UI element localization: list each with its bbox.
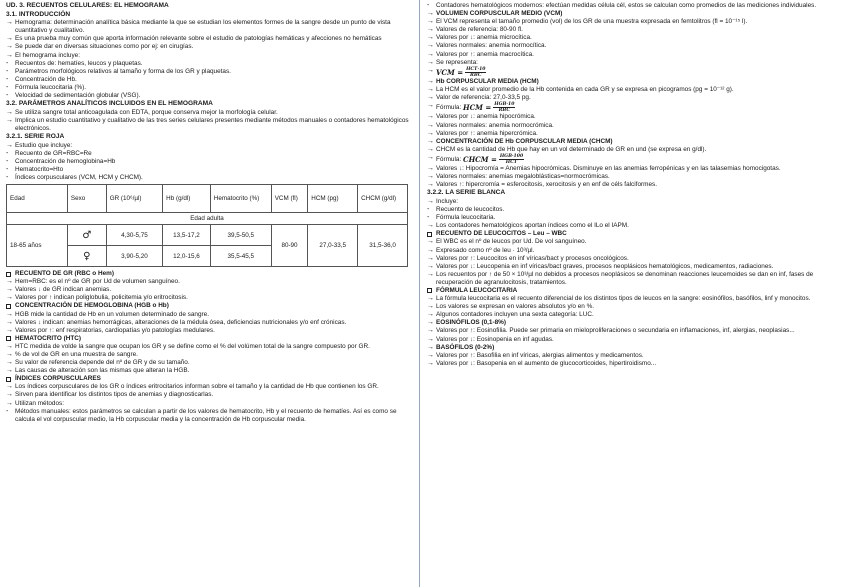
item-text: La HCM es el valor promedio de la Hb contenida en cada GR y se expresa en picogramos (pg = 10⁻¹² g).	[436, 86, 734, 94]
arrow-bullet-icon: →	[427, 238, 434, 246]
female-gr-cell: 3,90-5,20	[106, 246, 162, 267]
arrow-bullet-icon: →	[427, 145, 434, 153]
dash-bullet: -	[427, 2, 430, 9]
list-item	[427, 2, 842, 10]
item-text: Algunos contadores incluyen una sexta categoría: LUC.	[436, 311, 594, 319]
item-text: RECUENTO DE GR (RBC o Hem)	[15, 270, 114, 278]
list-item	[427, 165, 842, 173]
arrow-bullet-icon: →	[427, 121, 434, 129]
item-text: El VCM representa el tamaño promedio (vol) de los GR de una muestra expresada en femtolitros (fl = 10⁻¹⁵ l).	[436, 18, 748, 26]
table-header-cell: Hematocrito (%)	[210, 185, 271, 213]
list-item	[6, 383, 415, 391]
arrow-bullet-icon: →	[6, 294, 13, 302]
list-item	[427, 303, 842, 311]
dash-bullet: -	[6, 407, 9, 415]
list-item	[427, 59, 842, 67]
arrow-bullet-icon: →	[427, 18, 434, 26]
list-item	[427, 214, 842, 222]
formula-fraction	[499, 154, 524, 165]
bullet-square	[6, 270, 15, 277]
item-text: Valores por ↓: anemia hipocrómica.	[436, 113, 536, 121]
arrow-bullet-icon: →	[427, 94, 434, 102]
list-item	[6, 327, 415, 335]
list-item	[6, 84, 415, 92]
list-item	[6, 109, 415, 117]
table-header-row	[7, 185, 408, 213]
left-column	[2, 0, 420, 587]
list-item	[6, 343, 415, 351]
item-text: CHCM es la cantidad de Hb que hay en un vol determinado de GR en und (se expresa en g/dl).	[436, 145, 707, 153]
section-heading	[427, 230, 842, 238]
dash-bullet: -	[6, 165, 9, 173]
list-item	[6, 76, 415, 84]
list-item	[6, 43, 415, 51]
bullet-square	[6, 302, 15, 309]
arrow-bullet-icon: →	[427, 222, 434, 230]
male-symbol: ♂	[67, 225, 106, 246]
dash-bullet: -	[6, 157, 9, 165]
formula-numerator: HGB·10	[494, 102, 515, 108]
item-text: CONCENTRACIÓN DE Hb CORPUSCULAR MEDIA (CHCM)	[436, 137, 613, 145]
right-column	[423, 0, 846, 587]
item-text: Se utiliza sangre total anticoagulada con EDTA, porque conserva mejor la morfología celular.	[15, 108, 278, 116]
arrow-bullet-icon: →	[427, 129, 434, 137]
arrow-bullet-icon: →	[427, 181, 434, 189]
item-text: Índices corpusculares (VCM, HCM y CHCM).	[15, 173, 143, 181]
section-heading	[6, 375, 415, 383]
formula-numerator: HGB·100	[499, 153, 524, 159]
item-text: UD. 3. RECUENTOS CELULARES: EL HEMOGRAMA	[6, 2, 169, 9]
list-item	[6, 68, 415, 76]
heading	[6, 100, 415, 109]
section-heading	[6, 335, 415, 343]
arrow-bullet-icon: →	[427, 319, 434, 327]
table-header-cell: Hb (g/dl)	[163, 185, 211, 213]
arrow-bullet-icon: →	[427, 77, 434, 85]
arrow-bullet-icon: →	[6, 108, 13, 116]
formula-fraction	[465, 67, 486, 78]
item-text: Los recuentos por ↑ de 50 × 10³/µl no debidos a procesos neoplásicos se denominan reacciones leucemoides se dan en inf, fases de recuperación de agranulocitosis, tratamientos.	[436, 270, 814, 286]
arrow-bullet-icon: →	[6, 326, 13, 334]
arrow-bullet-icon: →	[6, 399, 13, 407]
list-item	[427, 42, 842, 50]
item-text: Implica un estudio cuantitativo y cualitativo de las tres series celulares presentes mediante métodos manuales o contadores hematológicos electrónicos.	[15, 116, 409, 132]
item-text: FÓRMULA LEUCOCITARIA	[436, 286, 518, 294]
formula	[463, 154, 525, 165]
dash-bullet: -	[6, 149, 9, 157]
item-text: Valores por ↑: anemia hipercrómica.	[436, 129, 538, 137]
arrow-bullet-icon: →	[6, 351, 13, 358]
arrow-bullet-icon: →	[6, 141, 13, 149]
list-item	[6, 150, 415, 158]
arrow-bullet-icon: →	[6, 318, 13, 326]
item-text: Valores por ↑: enf respiratorias, cardiopatías y/o patologías medulares.	[15, 326, 215, 334]
arrow-bullet-icon: →	[427, 295, 434, 303]
list-item	[427, 67, 842, 78]
arrow-bullet-icon: →	[427, 343, 434, 351]
left-section-intro	[6, 2, 415, 182]
item-text: Fórmula leucocitaria.	[436, 214, 496, 222]
list-item	[6, 286, 415, 294]
arrow-bullet-icon: →	[427, 335, 434, 343]
heading	[6, 2, 415, 11]
item-text: Valores por ↑: Eosinofilia. Puede ser primaria en mieloproliferaciones o secundaria en inflamaciones, inf, alergias, neoplasias...	[436, 327, 795, 335]
list-item	[6, 35, 415, 43]
item-text: Estudio que incluye:	[15, 141, 73, 149]
formula-fraction	[493, 102, 515, 113]
arrow-bullet-icon: →	[427, 42, 434, 50]
formula-numerator: HCT·10	[466, 66, 486, 72]
item-text: Valores por ↓: Leucopenia en inf víricas/bact graves, procesos neoplásicos hematológicos, medicamentos, radiaciones.	[436, 262, 774, 270]
arrow-bullet-icon: →	[427, 311, 434, 319]
list-item	[427, 138, 842, 146]
dash-bullet: -	[6, 59, 9, 67]
formula-denominator: RBC	[498, 108, 511, 114]
list-item	[6, 408, 415, 424]
item-text: Utilizan métodos:	[15, 399, 65, 407]
table-row	[7, 225, 408, 246]
arrow-bullet-icon: →	[427, 66, 434, 74]
arrow-bullet-icon: →	[427, 10, 434, 18]
arrow-bullet-icon: →	[6, 51, 13, 59]
list-item	[427, 327, 842, 335]
female-symbol: ♀	[67, 246, 106, 267]
checkbox-square-icon	[6, 336, 11, 341]
heading	[6, 11, 415, 20]
male-gr-cell: 4,30-5,75	[106, 225, 162, 246]
item-text: Recuento de leucocitos.	[436, 206, 505, 214]
list-item	[427, 263, 842, 271]
item-text: HEMATOCRITO (HTC)	[15, 334, 82, 342]
arrow-bullet-icon: →	[427, 50, 434, 58]
arrow-bullet-icon: →	[427, 102, 434, 110]
list-item	[427, 94, 842, 102]
arrow-bullet-icon: →	[427, 351, 434, 359]
arrow-bullet-icon: →	[427, 246, 434, 254]
list-item	[6, 391, 415, 399]
arrow-bullet-icon: →	[427, 197, 434, 205]
chcm-cell: 31,5-36,0	[358, 225, 408, 267]
item-text: Las causas de alteración son las mismas que alteran la HGB.	[15, 367, 190, 375]
table-subheader-cell: Edad adulta	[7, 213, 408, 225]
item-text: Recuentos de: hematíes, leucos y plaquetas.	[15, 59, 143, 67]
female-hto-cell: 35,5-45,5	[210, 246, 271, 267]
heading	[6, 133, 415, 142]
list-item	[6, 92, 415, 100]
item-text: HGB mide la cantidad de Hb en un volumen determinado de sangre.	[15, 310, 209, 318]
dash-bullet: -	[6, 173, 9, 181]
checkbox-square-icon	[427, 232, 432, 237]
female-hb-cell: 12,0-15,6	[163, 246, 211, 267]
bullet-square	[427, 230, 436, 237]
list-item	[6, 60, 415, 68]
formula-denominator: RBC	[470, 72, 482, 78]
formula-line	[436, 154, 842, 165]
list-item	[427, 173, 842, 181]
item-text: Los valores se expresan en valores absolutos y/o en %.	[436, 303, 595, 311]
right-section	[427, 2, 842, 368]
list-item	[6, 19, 415, 35]
item-text: Valores por ↓: Eosinopenia en inf agudas.	[436, 335, 554, 343]
list-item	[427, 18, 842, 26]
formula-label: Fórmula:	[436, 104, 463, 112]
list-item	[6, 166, 415, 174]
item-text: Valores ↓: Hipocromía = Anemias hipocrómicas. Disminuye en las anemias ferropénicas y en las talasemias homocigotas.	[436, 165, 781, 173]
list-item	[6, 117, 415, 133]
table-header-cell: VCM (fl)	[271, 185, 308, 213]
list-item	[427, 113, 842, 121]
item-text: Métodos manuales: estos parámetros se calculan a partir de los valores de hematocrito, Hb y el recuento de hematíes. Así es como se calcula el vol corpuscular medio, la Hb corpuscular media y la concentración de Hb corpuscular media.	[15, 407, 397, 423]
list-item	[427, 344, 842, 352]
arrow-bullet-icon: →	[427, 153, 434, 161]
arrow-bullet-icon: →	[6, 359, 13, 367]
list-item	[427, 352, 842, 360]
list-item	[427, 238, 842, 246]
item-text: Fórmula leucocitaria (%).	[15, 83, 87, 91]
arrow-bullet-icon: →	[6, 367, 13, 375]
item-text: Hematocrito=Hto	[15, 165, 64, 173]
item-text: Recuento de GR=RBC=Re	[15, 149, 92, 157]
hcm-cell: 27,0-33,5	[308, 225, 358, 267]
table-subheader-row	[7, 213, 408, 225]
checkbox-square-icon	[6, 272, 11, 277]
arrow-bullet-icon: →	[427, 137, 434, 145]
arrow-bullet-icon: →	[427, 173, 434, 181]
item-text: Valores ↑: hipercromía = esferocitosis, xerocitosis y en enf de céls falciformes.	[436, 181, 657, 189]
list-item	[427, 78, 842, 86]
item-text: RECUENTO DE LEUCOCITOS – Leu – WBC	[436, 230, 567, 238]
arrow-bullet-icon: →	[6, 116, 13, 124]
dash-bullet: -	[6, 67, 9, 75]
formula	[436, 67, 487, 78]
item-text: Valores por ↓: anemia microcítica.	[436, 34, 532, 42]
item-text: Valores normales: anemia normocítica.	[436, 42, 547, 50]
arrow-bullet-icon: →	[6, 35, 13, 43]
item-text: Valores por ↑: Leucocitos en inf víricas/bact y procesos oncológicos.	[436, 254, 629, 262]
item-text: Su valor de referencia depende del nº de GR y de su tamaño.	[15, 359, 190, 367]
table-header-cell: GR (10⁶/µl)	[106, 185, 162, 213]
list-item	[6, 359, 415, 367]
item-text: ÍNDICES CORPUSCULARES	[15, 375, 101, 383]
age-cell: 18-65 años	[7, 225, 68, 267]
list-item	[427, 206, 842, 214]
formula-label: Fórmula:	[436, 156, 463, 164]
item-text: Valores de referencia: 80-90 fl.	[436, 26, 523, 34]
arrow-bullet-icon: →	[427, 262, 434, 270]
item-text: Concentración de hemoglobina=Hb	[15, 157, 116, 165]
dash-bullet: -	[6, 92, 9, 100]
item-text: Se puede dar en diversas situaciones como por ej: en cirugías.	[15, 43, 194, 51]
bullet-square	[6, 335, 15, 342]
list-item	[427, 10, 842, 18]
item-text: 3.2. PARÁMETROS ANALÍTICOS INCLUIDOS EN EL HEMOGRAMA	[6, 100, 213, 108]
arrow-bullet-icon: →	[6, 43, 13, 51]
vcm-cell: 80-90	[271, 225, 308, 267]
list-item	[427, 336, 842, 344]
item-text: Valor de referencia: 27,0-33,5 pg.	[436, 94, 531, 102]
item-text: Valores por ↑: Basofilia en inf víricas, alergias alimentos y medicamentos.	[436, 351, 644, 359]
item-text: El WBC es el nº de leucos por Ud. De vol sanguíneo.	[436, 238, 587, 246]
item-text: Valores normales: anemias megaloblásticas=normocrómicas.	[436, 173, 610, 181]
list-item	[427, 181, 842, 189]
item-text: Hemograma: determinación analítica básica mediante la que se estudian los elementos formes de la sangre desde un punto de vista cuantitativo y cualitativo.	[15, 19, 391, 35]
list-item	[427, 146, 842, 154]
arrow-bullet-icon: →	[6, 342, 13, 350]
list-item	[6, 158, 415, 166]
list-item	[427, 319, 842, 327]
list-item	[427, 51, 842, 59]
dash-bullet: -	[6, 83, 9, 91]
arrow-bullet-icon: →	[6, 391, 13, 399]
dash-bullet: -	[427, 206, 430, 214]
arrow-bullet-icon: →	[427, 34, 434, 42]
formula-lhs: HCM =	[463, 103, 492, 113]
list-item	[6, 142, 415, 150]
item-text: Valores por ↓: Basopenia en el aumento de glucocorticoides, hipertiroidismo...	[436, 359, 657, 367]
item-text: La fórmula leucocitaria es el recuento diferencial de los distintos tipos de leucos en la sangre: eosinófilos, basófilos, linf y monocitos.	[436, 295, 811, 303]
table-header-cell: Edad	[7, 185, 68, 213]
table-header-cell: CHCM (g/dl)	[358, 185, 408, 213]
heading	[427, 189, 842, 198]
arrow-bullet-icon: →	[427, 165, 434, 173]
arrow-bullet-icon: →	[427, 327, 434, 335]
item-text: Valores por ↑: anemia macrocítica.	[436, 50, 534, 58]
list-item	[6, 351, 415, 359]
item-text: Los índices corpusculares de los GR o índices eritrocitarios informan sobre el tamaño y la cantidad de Hb que contienen los GR.	[15, 383, 379, 391]
checkbox-square-icon	[6, 304, 11, 309]
list-item	[427, 222, 842, 230]
list-item	[427, 247, 842, 255]
arrow-bullet-icon: →	[427, 26, 434, 34]
list-item	[6, 52, 415, 60]
item-text: HTC medida de volde la sangre que ocupan los GR y se define como el % del volúmen total de la sangre compuesto por GR.	[15, 342, 370, 350]
arrow-bullet-icon: →	[427, 359, 434, 367]
item-text: 3.2.1. SERIE ROJA	[6, 133, 65, 140]
item-text: Contadores hematológicos modernos: efectúan medidas célula cél, estos se calculan como promedios de las mediciones individuales.	[436, 2, 817, 9]
arrow-bullet-icon: →	[427, 86, 434, 94]
male-hto-cell: 39,5-50,5	[210, 225, 271, 246]
list-item	[427, 360, 842, 368]
formula-lhs: CHCM =	[463, 154, 497, 164]
item-text: Los contadores hematológicos aportan índices como el ILo el IAPM.	[436, 222, 629, 230]
item-text: Expresado como nº de leu · 10³/µl.	[436, 246, 535, 254]
item-text: Valores por ↑ indican poliglobulia, policitemia y/o eritrocitosis.	[15, 294, 188, 302]
list-item	[6, 400, 415, 408]
section-heading	[6, 270, 415, 278]
table-header-cell: Sexo	[67, 185, 106, 213]
list-item	[427, 34, 842, 42]
list-item	[427, 154, 842, 165]
formula-line	[436, 102, 842, 113]
item-text: BASÓFILOS (0-2%)	[436, 343, 495, 351]
item-text: VOLUMEN CORPUSCULAR MEDIO (VCM)	[436, 10, 563, 18]
list-item	[427, 255, 842, 263]
formula-line	[436, 67, 842, 78]
reference-values-table	[6, 184, 408, 267]
list-item	[427, 295, 842, 303]
arrow-bullet-icon: →	[427, 58, 434, 66]
list-item	[6, 278, 415, 286]
list-item	[6, 319, 415, 327]
list-item	[6, 174, 415, 182]
arrow-bullet-icon: →	[6, 19, 13, 27]
item-text: Concentración de Hb.	[15, 75, 77, 83]
item-text: El hemograma incluye:	[15, 51, 81, 59]
bullet-square	[427, 287, 436, 294]
table-header-cell: HCM (pg)	[308, 185, 358, 213]
item-text: Se representa:	[436, 58, 478, 66]
left-section-parameters	[6, 270, 415, 424]
arrow-bullet-icon: →	[427, 254, 434, 262]
item-text: Hb CORPUSCULAR MEDIA (HCM)	[436, 77, 539, 85]
male-hb-cell: 13,5-17,2	[163, 225, 211, 246]
item-text: Valores ↓ indican: anemias hemorrágicas, alteraciones de la médula ósea, deficiencias nutricionales y/o enf crónicas.	[15, 318, 347, 326]
list-item	[6, 311, 415, 319]
section-heading	[6, 302, 415, 310]
item-text: % de vol de GR en una muestra de sangre.	[15, 351, 138, 358]
list-item	[427, 271, 842, 287]
item-text: EOSINÓFILOS (0,1-8%)	[436, 319, 506, 327]
item-text: Incluye:	[436, 197, 459, 205]
arrow-bullet-icon: →	[427, 270, 434, 278]
item-text: Valores ↓ de GR indican anemias.	[15, 286, 112, 294]
checkbox-square-icon	[427, 288, 432, 293]
list-item	[427, 130, 842, 138]
arrow-bullet-icon: →	[6, 383, 13, 391]
item-text: Es una prueba muy común que aporta información relevante sobre el estudio de patologías hemáticas y afecciones no hemáticas	[15, 35, 382, 43]
list-item	[427, 86, 842, 94]
formula-denominator: HCT	[505, 159, 518, 165]
arrow-bullet-icon: →	[6, 310, 13, 318]
arrow-bullet-icon: →	[6, 286, 13, 294]
section-heading	[427, 287, 842, 295]
formula-lhs: VCM =	[436, 67, 464, 77]
dash-bullet: -	[6, 75, 9, 83]
arrow-bullet-icon: →	[427, 303, 434, 311]
item-text: Velocidad de sedimentación globular (VSG).	[15, 92, 141, 100]
arrow-bullet-icon: →	[427, 113, 434, 121]
item-text: 3.1. INTRODUCCIÓN	[6, 10, 71, 18]
bullet-square	[6, 375, 15, 382]
checkbox-square-icon	[6, 377, 11, 382]
list-item	[427, 26, 842, 34]
item-text: 3.2.2. LA SERIE BLANCA	[427, 189, 506, 197]
list-item	[427, 198, 842, 206]
formula	[463, 102, 516, 113]
arrow-bullet-icon: →	[6, 278, 13, 286]
item-text: CONCENTRACIÓN DE HEMOGLOBINA (HGB o Hb)	[15, 302, 169, 310]
list-item	[427, 122, 842, 130]
item-text: Hem=RBC: es el nº de GR por Ud de volumen sanguíneo.	[15, 278, 180, 286]
list-item	[427, 102, 842, 113]
item-text: Sirven para identificar los distintos tipos de anemias y diagnosticarlas.	[15, 391, 214, 399]
item-text: Parámetros morfológicos relativos al tamaño y forma de los GR y plaquetas.	[15, 67, 231, 75]
dash-bullet: -	[427, 214, 430, 222]
item-text: Valores normales: anemia normocrómica.	[436, 121, 554, 129]
